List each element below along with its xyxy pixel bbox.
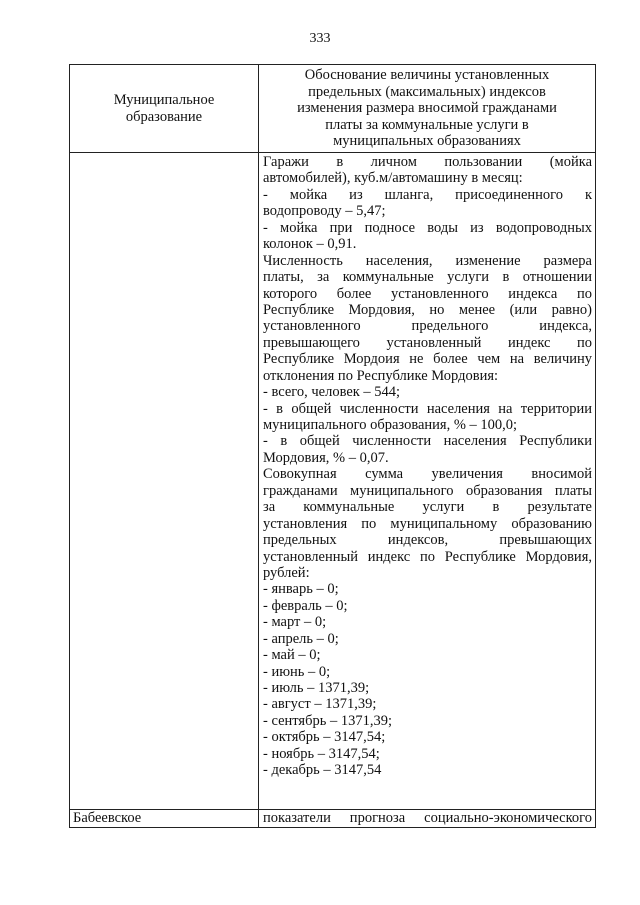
justification-line: Совокупная сумма увеличения вносимой (263, 466, 592, 483)
justification-text (263, 154, 592, 779)
justification-line: муниципального образования, % – 100,0; (263, 417, 518, 433)
justification-line: - в общей численности населения Республики (263, 433, 592, 450)
municipality-cell-empty (70, 153, 259, 810)
justification-line: установленного предельного индекса, (263, 318, 592, 335)
justification-line: за коммунальные услуги в результате (263, 499, 592, 516)
justification-line: показатели прогноза социально-экономического (263, 810, 592, 826)
municipality-name: Бабеевское (70, 810, 259, 828)
header-justification (259, 65, 596, 153)
justification-line: - сентябрь – 1371,39; (263, 712, 392, 729)
justification-line: - мойка из шланга, присоединенного к (263, 186, 592, 203)
justification-line: - март – 0; (263, 614, 327, 631)
justification-line: - апрель – 0; (263, 630, 339, 647)
justification-cell (259, 153, 596, 810)
justification-line: - в общей численности населения на территории (263, 400, 592, 417)
header-municipality-line: образование (125, 108, 203, 125)
justification-line: - январь – 0; (263, 581, 339, 598)
page-number: 333 (309, 31, 331, 46)
table-header-row (70, 65, 596, 153)
justification-line: превышающего установленный индекс по (263, 334, 592, 351)
justification-line: которого более установленного индекса по (263, 285, 592, 302)
justification-line: Республике Мордовия, но менее (или равно) (263, 301, 592, 318)
tariff-index-table (69, 64, 596, 828)
justification-line: рублей: (263, 564, 310, 581)
header-municipality-line: Муниципальное (113, 91, 215, 108)
justification-line: водопроводу – 5,47; (263, 203, 386, 220)
justification-line: гражданами муниципального образования платы (263, 482, 592, 499)
justification-line: Численность населения, изменение размера (263, 252, 592, 269)
justification-line: - всего, человек – 544; (263, 384, 401, 401)
table-row (70, 810, 596, 828)
justification-line: - декабрь – 3147,54 (263, 762, 382, 779)
justification-line: - август – 1371,39; (263, 696, 377, 713)
justification-line: - мойка при подносе воды из водопроводных (263, 219, 592, 236)
justification-cell (259, 810, 596, 828)
justification-line: - февраль – 0; (263, 597, 348, 614)
justification-line: - июнь – 0; (263, 663, 331, 680)
justification-line: Мордовия, % – 0,07. (263, 449, 389, 466)
justification-line: - октябрь – 3147,54; (263, 729, 386, 746)
header-justification-line: Обоснование величины установленных (304, 67, 550, 83)
header-justification-line: платы за коммунальные услуги в (325, 116, 529, 133)
header-municipality (70, 65, 259, 153)
justification-line: Республике Мордоия не более чем на величину (263, 351, 592, 368)
justification-line: - ноябрь – 3147,54; (263, 745, 380, 762)
justification-line: колонок – 0,91. (263, 236, 357, 253)
justification-line: отклонения по Республике Мордовия: (263, 367, 499, 384)
justification-line: - июль – 1371,39; (263, 680, 370, 696)
justification-line: платы, за коммунальные услуги в отношении (263, 269, 592, 286)
justification-line: автомобилей), куб.м/автомашину в месяц: (263, 170, 523, 187)
table-row (70, 153, 596, 810)
justification-line: установления по муниципальному образованию (263, 515, 592, 532)
header-justification-line: изменения размера вносимой гражданами (297, 100, 557, 116)
header-justification-line: предельных (максимальных) индексов (308, 83, 546, 100)
justification-line: установленный индекс по Республике Мордовия, (263, 548, 592, 565)
header-justification-line: муниципальных образованиях (333, 133, 521, 149)
justification-line: предельных индексов, превышающих (263, 532, 592, 549)
justification-line: - май – 0; (263, 647, 321, 664)
justification-line: Гаражи в личном пользовании (мойка (263, 154, 592, 170)
